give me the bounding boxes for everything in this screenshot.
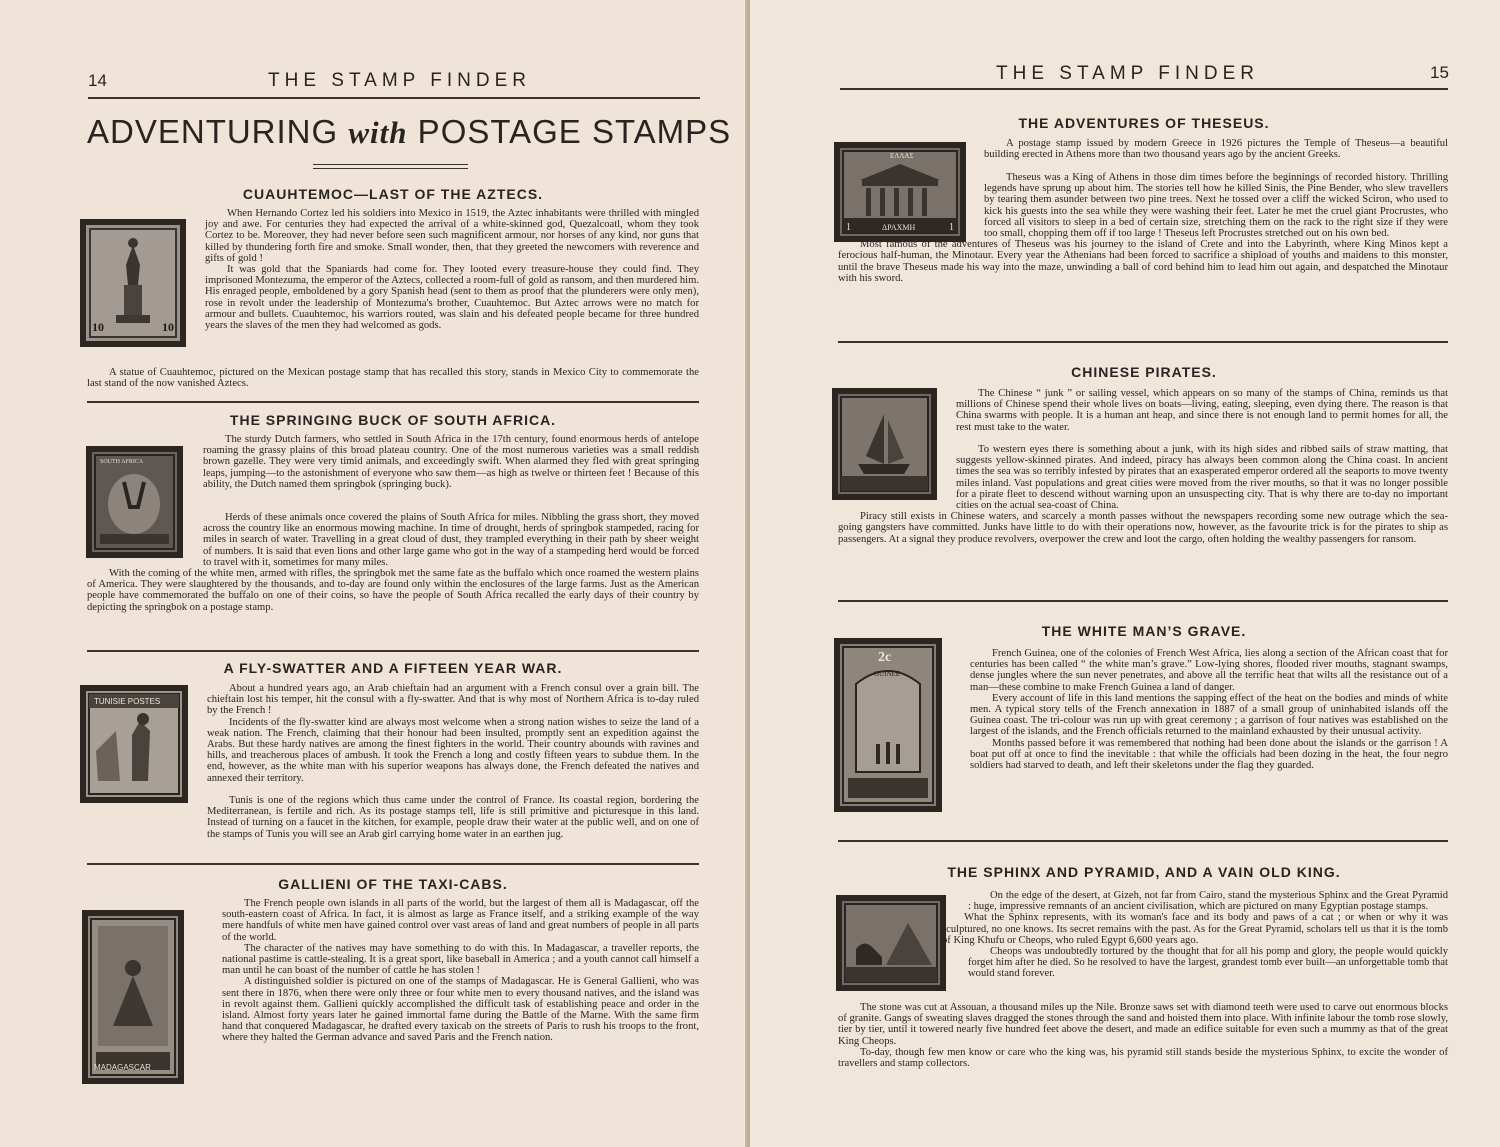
guinea-stamp xyxy=(834,638,942,812)
article-body xyxy=(205,208,699,331)
article-body xyxy=(956,388,1448,433)
page-number: 15 xyxy=(1430,63,1449,82)
left-page xyxy=(0,0,747,1147)
paragraph: With the coming of the white men, armed with rifles, the springbok met the same fate as the buffalo which once roamed the western plains of America. They were slaughtered by the thousands, and to-day are found only within the enclosures of the large farms. Just as the American people have commemorated the buffalo on one of their coins, so have the people of South Africa recalled the early days of their country by depicting the springbok on a postage stamp. xyxy=(87,568,699,613)
stamp-label: ΔΡΑΧΜΗ xyxy=(882,223,916,232)
paragraph: Cheops was undoubtedly tortured by the thought that for all his pomp and glory, the people would quickly forget him after he died. So he resolved to have the largest, grandest tomb ever built—an unforgettable tomb that would stand forever. xyxy=(968,946,1448,980)
stamp-value: 1 xyxy=(949,222,954,233)
tunis-stamp xyxy=(80,685,188,803)
paragraph: A postage stamp issued by modern Greece in 1926 pictures the Temple of Theseus—a beautiful building erected in Athens more than two thousand years ago by the ancient Greeks. xyxy=(984,138,1448,161)
paragraph: Tunis is one of the regions which thus came under the control of France. Its coastal region, bordering the Mediterranean, is fertile and rich. As its postage stamps tell, life is still primitive and picturesque in this land. Instead of turning on a faucet in the kitchen, for example, people draw their water at the public well, and on one of the stamps of Tunis you will see an Arab girl carrying home water in an earthen jug. xyxy=(207,795,699,840)
title-rule xyxy=(313,164,468,165)
article-heading: THE ADVENTURES OF THESEUS. xyxy=(1018,115,1270,131)
running-head: THE STAMP FINDER xyxy=(996,63,1259,84)
title-rule xyxy=(313,168,468,169)
paragraph: A distinguished soldier is pictured on one of the stamps of Madagascar. He is General Gallieni, who was sent there in 1876, when there were only three or four white men to every thousand natives, and the island was in revolt against them. Gallieni quickly accomplished the difficult task of establishing peace and order in the island. Almost forty years later he gained immortal fame during the Battle of the Marne. With the same firm hand that conquered Madagascar, he drafted every taxicab on the streets of Paris to rush his troops to the front, where they halted the German advance and saved Paris and the French nation. xyxy=(222,976,699,1044)
paragraph: Every account of life in this land mentions the sapping effect of the heat on the bodies and minds of white men. A typical story tells of the French annexation in 1887 of a small group of uninhabited islands off the Guinea coast. The tri-colour was run up with great ceremony ; a garrison of four natives was established on the largest of the islands, and the French officials returned to the mainland exhausted by their unusual activity. xyxy=(970,692,1448,738)
article-heading: GALLIENI OF THE TAXI-CABS. xyxy=(278,876,508,892)
egypt-stamp xyxy=(836,895,946,991)
article-heading: THE SPRINGING BUCK OF SOUTH AFRICA. xyxy=(229,412,557,428)
article-body xyxy=(87,795,699,840)
article-body xyxy=(970,648,1448,771)
paragraph: Piracy still exists in Chinese waters, and scarcely a month passes without the newspapers recording some new outrage which the sea-going gangsters have committed. Junks have little to do with their operations now, however, as the favourite trick is for the pirates to ship as passengers. At a signal they produce revolvers, overpower the crew and loot the cargo, often holding the wealthy passengers for ransom. xyxy=(838,511,1448,545)
paragraph: To-day, though few men know or care who the king was, his pyramid still stands beside the mysterious Sphinx, to excite the wonder of travellers and stamp collectors. xyxy=(838,1046,1448,1070)
stamp-value: 2c xyxy=(878,650,892,665)
paragraph: Incidents of the fly-swatter kind are always most welcome when a strong nation wishes to seize the land of a weak nation. The French, claiming that their honour had been insulted, promptly sent an expedition against the Arabs. But these hardy natives are among the finest fighters in the world. Their country abounds with ravines and hills, and treacherous places of ambush. It took the French a long and costly fifteen years to subdue them. In the end, however, as the white man with his superior weapons has always done, the French defeated the natives and annexed their territory. xyxy=(207,716,699,784)
article-body xyxy=(87,512,699,613)
madagascar-stamp xyxy=(82,910,184,1084)
paragraph: The character of the natives may have something to do with this. In Madagascar, a traveller reports, the national pastime is cattle-stealing. It is a great sport, like baseball in America ; and a youth cannot call himself a man until he can boast of the number of cattle he has stolen ! xyxy=(222,942,699,977)
paragraph: The stone was cut at Assouan, a thousand miles up the Nile. Bronze saws set with diamond teeth were used to carve out enormous blocks of granite. Gangs of sweating slaves dragged the stones through the sand and hoisted them into place. With infinite labour the tomb rose slowly, tier by tier, until it towered nearly five hundred feet above the desert, and made an edifice suitable for even such a mummy as that of the great King Cheops. xyxy=(838,1002,1448,1047)
paragraph: To western eyes there is something about a junk, with its high sides and ribbed sails of straw matting, that suggests yellow-skinned pirates. And indeed, piracy has always been common along the China coast. In ancient times the sea was so terribly infested by pirates that an exasperated emperor ordered all the seaports to move twenty miles inland. Vast populations and great cities were moved from the river mouths, so that it was no longer possible for a pirate fleet to descend without warning upon an unsuspecting city. That is why there are to-day no important cities on the actual sea-coast of China. xyxy=(956,444,1448,512)
stamp-label: TUNISIE POSTES xyxy=(94,697,161,706)
header-rule xyxy=(88,97,700,99)
article-body xyxy=(984,138,1448,160)
paragraph: The Chinese “ junk ” or sailing vessel, which appears on so many of the stamps of China, reminds us that millions of Chinese spend their whole lives on boats—living, eating, sleeping, even dying there. The reason is that China swarms with people. It is a human ant heap, and since there is not enough land to permit homes for all, the rest must take to the water. xyxy=(956,388,1448,433)
article-heading: THE WHITE MAN’S GRAVE. xyxy=(1041,623,1247,639)
article-body xyxy=(203,434,699,490)
section-rule xyxy=(87,650,699,652)
paragraph: Months passed before it was remembered that nothing had been done about the islands or the garrison ! A boat put off at once to find the inevitable : that while the officials had been dozing in the heat, the four negro soldiers had starved to death, and left their skeletons under the flag they guarded. xyxy=(970,737,1448,772)
section-rule xyxy=(87,401,699,403)
page-number: 14 xyxy=(88,71,107,90)
article-body xyxy=(838,172,1448,284)
article-body xyxy=(838,1002,1448,1069)
article-body xyxy=(942,890,1448,980)
section-rule xyxy=(838,600,1448,602)
stamp-label: MADAGASCAR xyxy=(94,1063,151,1072)
article-heading: CHINESE PIRATES. xyxy=(1071,364,1217,380)
stamp-label: SOUTH AFRICA xyxy=(100,459,144,465)
paragraph: When Hernando Cortez led his soldiers into Mexico in 1519, the Aztec inhabitants were thrilled with mingled joy and awe. For centuries they had expected the arrival of a white-skinned god, Quezalcoatl, whom they took Cortez to be. Moreover, they had never before seen such magnificent armour, nor horses of any kind, nor guns that killed by thundering forth fire and smoke. Small wonder, then, that they greeted the newcomers with reverence and gifts of gold ! xyxy=(205,208,699,264)
running-head: THE STAMP FINDER xyxy=(268,70,531,91)
paragraph: It was gold that the Spaniards had come for. They looted every treasure-house they could find. They imprisoned Montezuma, the emperor of the Aztecs, collected a room-full of gold as ransom, and then murdered him. His enraged people, emboldened by a gory Spanish head (sent to them as proof that the plunderers were only men), rose in revolt under the leadership of Montezuma's brother, Cuauhtemoc. But Aztec arrows were no match for armour and bullets. Cuauhtemoc, his warriors routed, was slain and his defeated people became for three hundred years the slaves of the men they had welcomed as gods. xyxy=(205,264,699,332)
paragraph: Theseus was a King of Athens in those dim times before the beginnings of recorded history. Thrilling legends have sprung up about him. The stories tell how he killed Sinis, the Pine Bender, who slew travellers by tearing them asunder between two pine trees. Next he tossed over a cliff the wicked Sciron, who used to kick his guests into the sea while they were washing their feet. Later he met the cruel giant Procrustes, who forced all visitors to sleep in a bed of certain size, stretching them on the rack to the right size if they were too small, chopping them off if too large ! Theseus left Procrustes stretched out on his own bed. xyxy=(984,172,1448,240)
stamp-label: ΕΛΛΑΣ xyxy=(890,152,914,160)
paragraph: The sturdy Dutch farmers, who settled in South Africa in the 17th century, found enormous herds of antelope roaming the grassy plains of this broad plateau country. One of the most numerous varieties was a small reddish brown gazelle. They were very timid animals, and exceedingly swift. When alarmed they fled with great springing leaps, jumping—to the astonishment of everyone who saw them—as high as twelve or thirteen feet ! Because of this ability, the Dutch named them springbok (springing buck). xyxy=(203,434,699,490)
article-heading: CUAUHTEMOC—LAST OF THE AZTECS. xyxy=(242,186,544,202)
paragraph: French Guinea, one of the colonies of French West Africa, lies along a section of the African coast that for centuries has been called “ the white man’s grave.” Low-lying shores, flooded river mouths, stagnant swamps, dense jungles where the sun never penetrates, and above all the terrific heat that wilts all the resistance out of a man—these combine to make French Guinea a land of danger. xyxy=(970,648,1448,693)
paragraph: About a hundred years ago, an Arab chieftain had an argument with a French consul over a grain bill. The chieftain lost his temper, hit the consul with a fly-swatter. And that is why most of Northern Africa is to-day ruled by the French ! xyxy=(207,683,699,717)
mexico-stamp xyxy=(80,219,186,347)
soldier-scene-icon xyxy=(840,644,936,806)
sphinx-pyramid-icon xyxy=(842,901,940,985)
paragraph: Herds of these animals once covered the plains of South Africa for miles. Nibbling the grass short, they moved across the country like an enormous mowing machine. In time of drought, herds of springbok stampeded, racing for miles in search of water. Travelling in a great cloud of dust, they trampled everything in their path by sheer weight of numbers. It is said that even lions and other large game who got in the way of a stampeding herd would be forced to travel with it, sometimes for many miles. xyxy=(203,512,699,568)
section-rule xyxy=(838,341,1448,343)
article-heading: A FLY-SWATTER AND A FIFTEEN YEAR WAR. xyxy=(223,660,563,676)
article-body xyxy=(207,683,699,784)
paragraph: What the Sphinx represents, with its woman's face and its body and paws of a cat ; or when or why it was sculptured, no one knows. Its secret remains with the past. As for the Great Pyramid, scholars tell us that it is the tomb of King Khufu or Cheops, who ruled Egypt 6,600 years ago. xyxy=(942,912,1448,946)
stamp-value: 10 xyxy=(162,320,174,334)
stamp-value: 10 xyxy=(92,320,104,334)
section-rule xyxy=(838,840,1448,842)
arab-girl-icon xyxy=(86,691,182,797)
paragraph: The French people own islands in all parts of the world, but the largest of them all is Madagascar, off the south-eastern coast of Africa. In fact, it is almost as large as France itself, and a striking example of the way mere handfuls of white men have gained control over vast areas of land and great numbers of people in all parts of the world. xyxy=(222,898,699,943)
paragraph: On the edge of the desert, at Gizeh, not far from Cairo, stand the mysterious Sphinx and the Great Pyramid : huge, impressive remnants of an ancient civilisation, which are pictured on many Egyptian postage stamps. xyxy=(968,890,1448,913)
section-rule xyxy=(87,863,699,865)
article-body xyxy=(222,898,699,1044)
stamp-label: GUINEE xyxy=(874,670,901,678)
page-title: ADVENTURING with POSTAGE STAMPS xyxy=(87,113,732,150)
article-heading: THE SPHINX AND PYRAMID, AND A VAIN OLD KING. xyxy=(947,864,1341,880)
right-page xyxy=(750,0,1500,1147)
gallieni-icon xyxy=(88,916,178,1078)
stamp-value: 1 xyxy=(846,222,851,233)
paragraph: Most famous of the adventures of Theseus was his journey to the island of Crete and into the Labyrinth, where King Minos kept a ferocious half-human, the Minotaur. Every year the Athenians had been forced to sacrifice a shipload of youths and maidens to this monster, until the brave Theseus made his way into the maze, unwinding a ball of cord behind him to lead him out again, and despatched the Minotaur with his sword. xyxy=(838,239,1448,284)
paragraph: A statue of Cuauhtemoc, pictured on the Mexican postage stamp that has recalled this story, stands in Mexico City to commemorate the last stand of the now vanished Aztecs. xyxy=(87,367,699,390)
article-body xyxy=(87,367,699,389)
article-body xyxy=(838,444,1448,545)
header-rule xyxy=(840,88,1448,90)
